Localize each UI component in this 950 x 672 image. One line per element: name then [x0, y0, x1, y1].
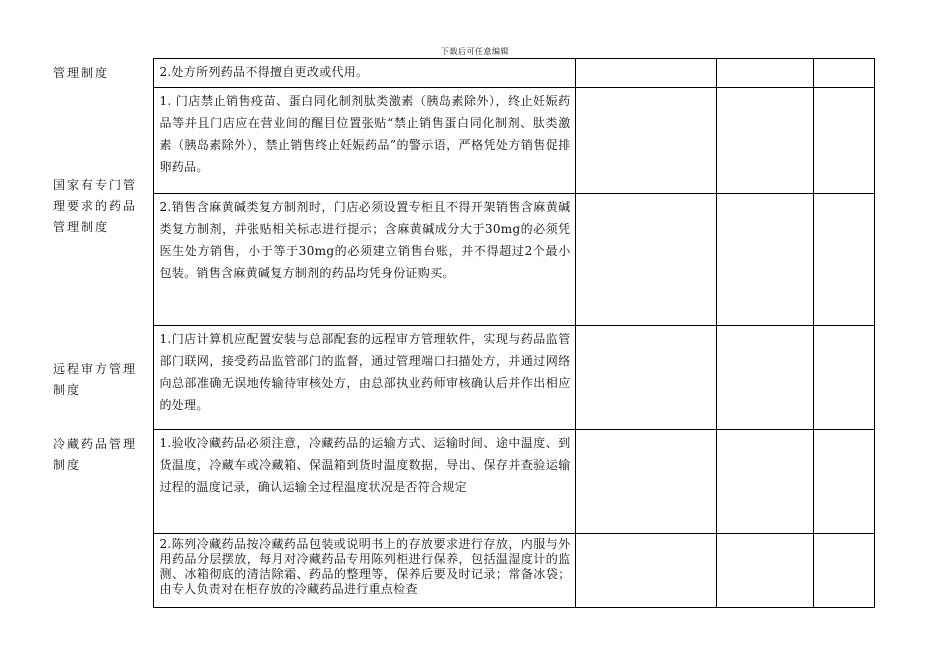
table-row	[47, 430, 874, 534]
blank-cell	[575, 88, 716, 194]
table-row	[47, 194, 874, 326]
blank-cell	[716, 59, 813, 88]
category-cell	[47, 59, 153, 88]
content-cell	[153, 194, 575, 326]
blank-cell	[813, 326, 874, 430]
content-text: 2.销售含麻黄碱类复方制剂时，门店必须设置专柜且不得开架销售含麻黄碱类复方制剂，并张贴相关标志进行提示；含麻黄碱成分大于30mg的必须凭医生处方销售，小于等于30mg的必须建立销售台账，并不得超过2个最小包装。销售含麻黄碱复方制剂的药品均凭身份证购买。	[159, 200, 571, 280]
content-cell	[153, 88, 575, 194]
category-cell	[47, 88, 153, 326]
blank-cell	[575, 194, 716, 326]
table-row	[47, 88, 874, 194]
content-text: 1. 门店禁止销售疫苗、蛋白同化制剂肽类激素（胰岛素除外），终止妊娠药品等并且门店应在营业间的醒目位置张贴“禁止销售蛋白同化制剂、肽类激素（胰岛素除外），禁止销售终止妊娠药品”的警示语，严格凭处方销售促排卵药品。	[159, 94, 571, 174]
blank-cell	[813, 430, 874, 534]
blank-cell	[813, 534, 874, 608]
category-label: 管理制度	[53, 65, 110, 80]
content-cell	[153, 326, 575, 430]
blank-cell	[813, 59, 874, 88]
blank-cell	[716, 194, 813, 326]
blank-cell	[575, 326, 716, 430]
blank-cell	[716, 534, 813, 608]
blank-cell	[716, 326, 813, 430]
content-cell	[153, 59, 575, 88]
blank-cell	[716, 88, 813, 194]
blank-cell	[716, 430, 813, 534]
blank-cell	[813, 194, 874, 326]
regulation-table	[47, 58, 875, 608]
content-cell	[153, 430, 575, 534]
table-row	[47, 326, 874, 430]
category-label: 远程审方管理制度	[53, 361, 138, 397]
page-header-note: 下载后可任意编辑	[441, 47, 509, 56]
content-text: 2.陈列冷藏药品按冷藏药品包装或说明书上的存放要求进行存放，内服与外用药品分层摆放，每月对冷藏药品专用陈列柜进行保养，包括温湿度计的监测、冰箱彻底的清洁除霜、药品的整理等，保养后要及时记录；常备冰袋；由专人负责对在柜存放的冷藏药品进行重点检查	[159, 537, 571, 596]
content-cell	[153, 534, 575, 608]
content-text: 2.处方所列药品不得擅自更改或代用。	[159, 65, 369, 79]
category-cell	[47, 326, 153, 430]
blank-cell	[575, 430, 716, 534]
table-row	[47, 534, 874, 608]
content-text: 1.验收冷藏药品必须注意，冷藏药品的运输方式、运输时间、途中温度、到货温度，冷藏车或冷藏箱、保温箱到货时温度数据，导出、保存并查验运输过程的温度记录，确认运输全过程温度状况是否符合规定	[159, 436, 571, 494]
blank-cell	[813, 88, 874, 194]
blank-cell	[575, 534, 716, 608]
category-label: 冷藏药品管理制度	[53, 436, 138, 472]
blank-cell	[575, 59, 716, 88]
content-text: 1.门店计算机应配置安装与总部配套的远程审方管理软件，实现与药品监管部门联网，接受药品监管部门的监督，通过管理端口扫描处方，并通过网络向总部准确无误地传输待审核处方，由总部执业药师审核确认后并作出相应的处理。	[159, 332, 571, 412]
category-cell	[47, 430, 153, 608]
table-row	[47, 59, 874, 88]
category-label: 国家有专门管理要求的药品管理制度	[53, 178, 138, 234]
